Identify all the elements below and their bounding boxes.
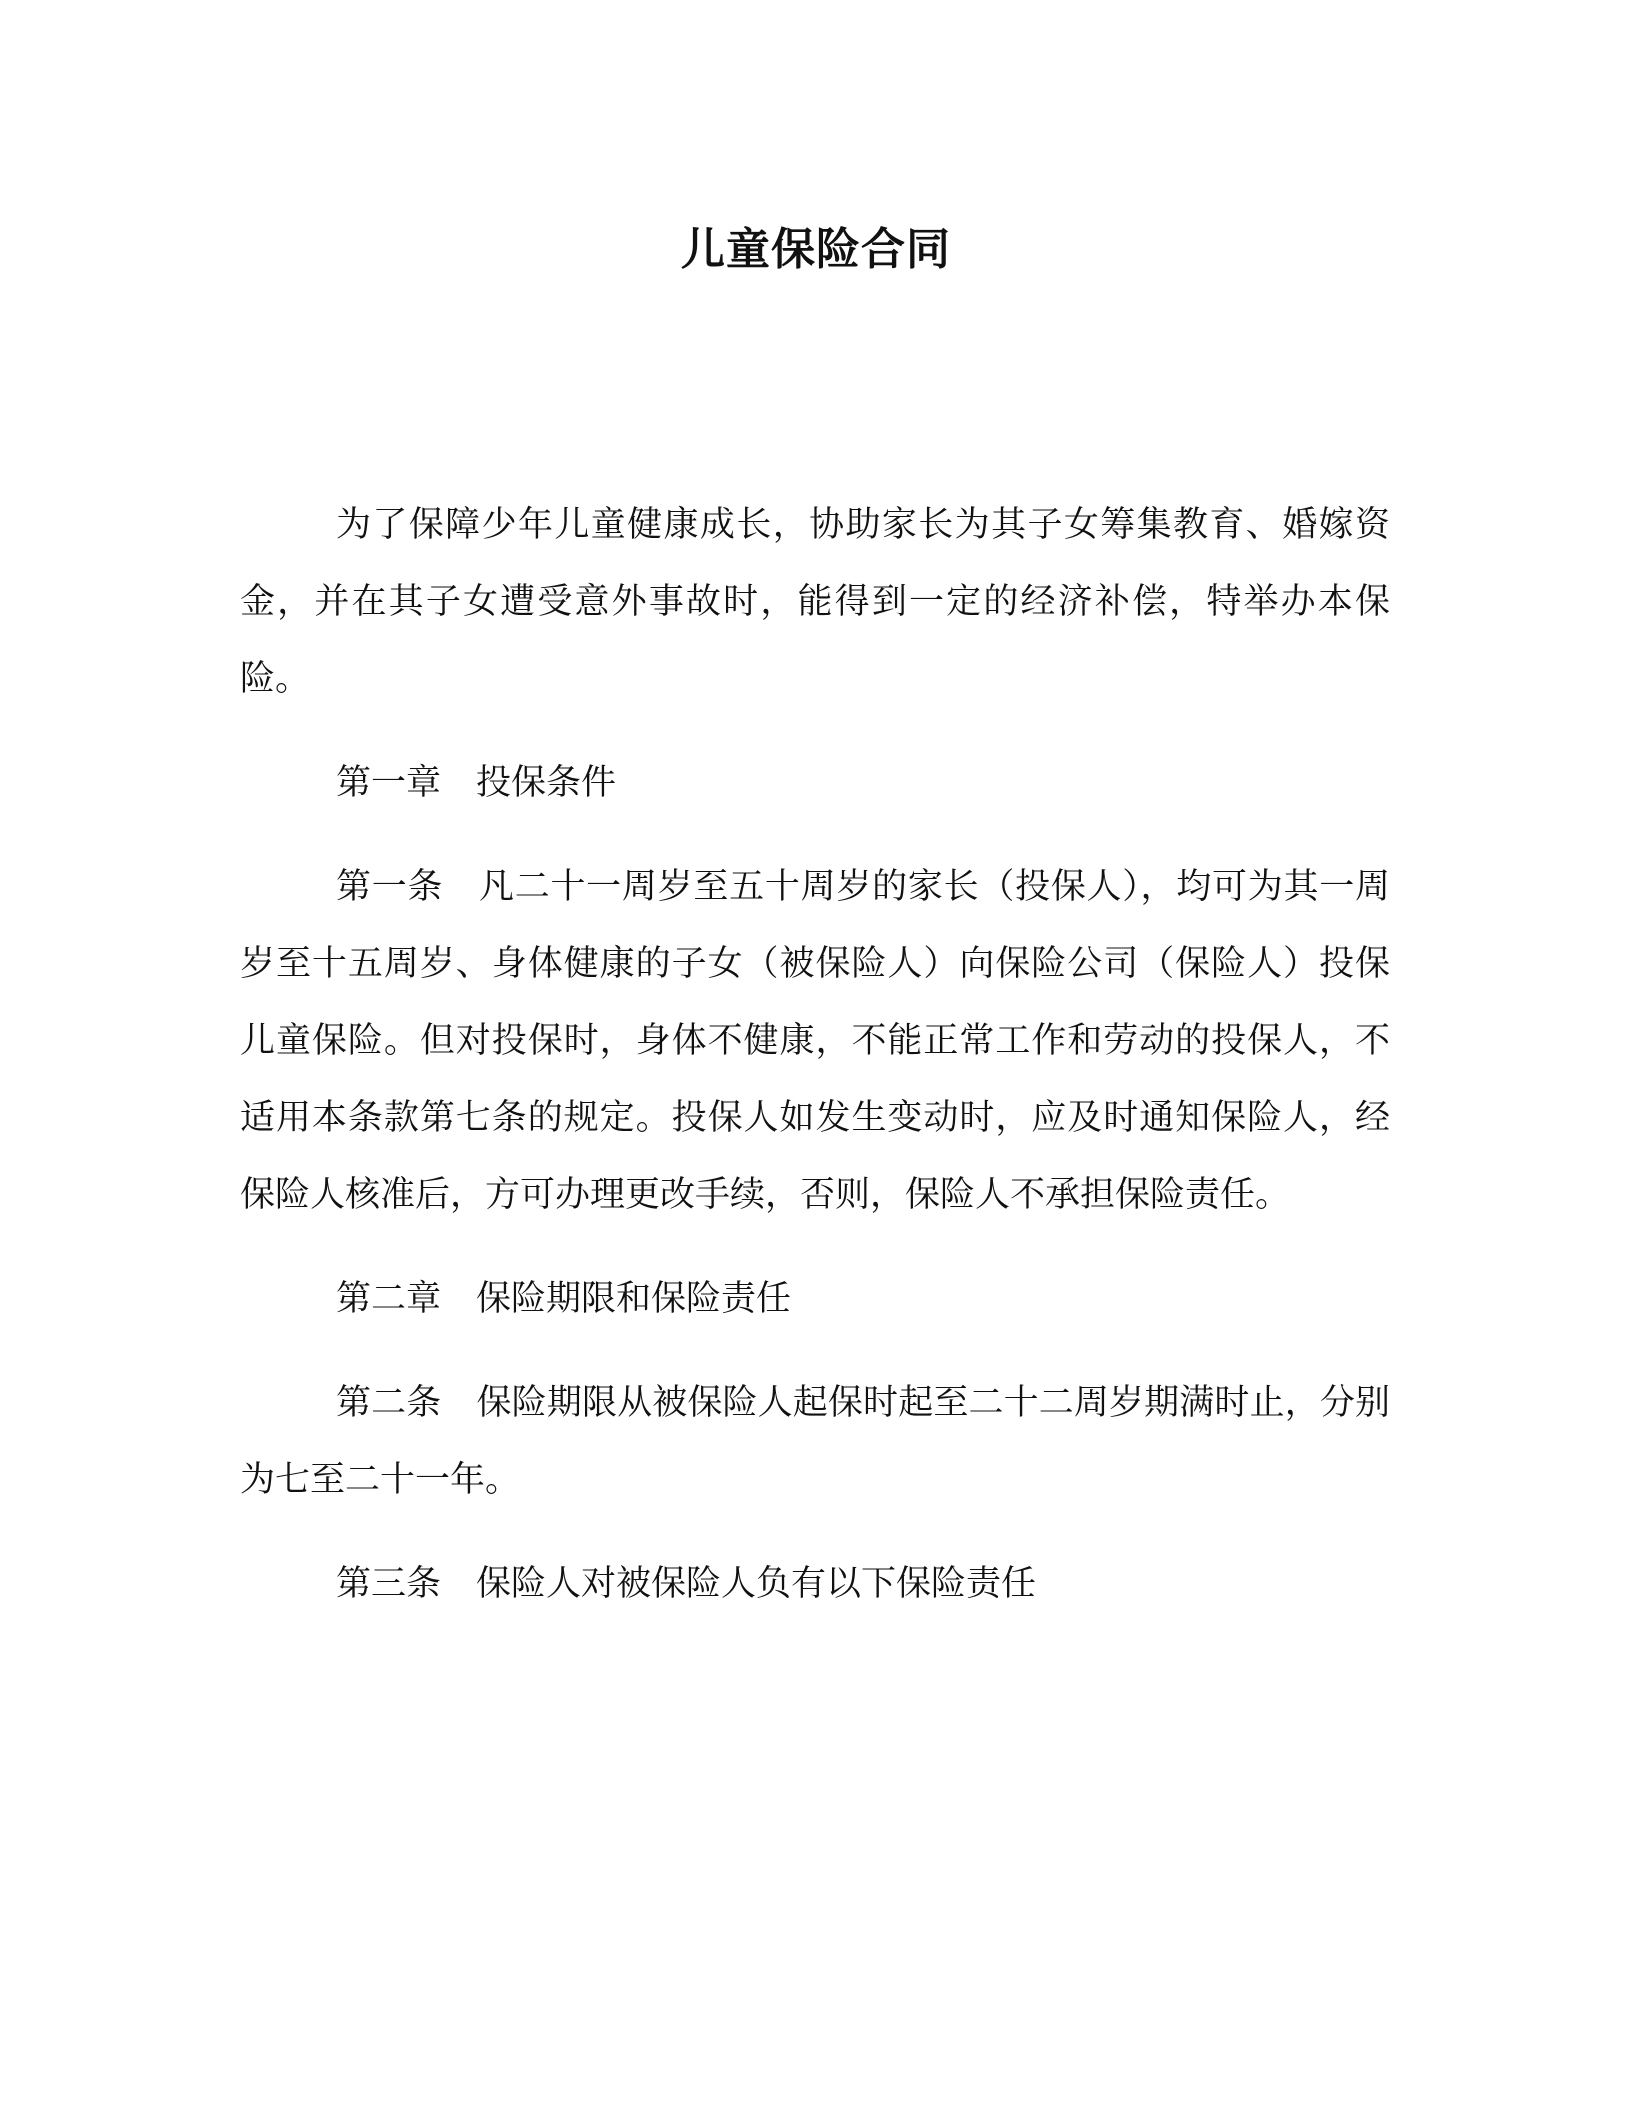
document-title: 儿童保险合同 bbox=[681, 224, 951, 275]
article-2-paragraph: 第二条 保险期限从被保险人起保时起至二十二周岁期满时止，分别为七至二十一年。 bbox=[240, 1383, 1390, 1500]
chapter-2-heading: 第二章 保险期限和保险责任 bbox=[336, 1279, 792, 1319]
document-body bbox=[240, 487, 1390, 1650]
article-1-paragraph: 第一条 凡二十一周岁至五十周岁的家长（投保人），均可为其一周岁至十五周岁、身体健康的子女（被保险人）向保险公司（保险人）投保儿童保险。但对投保时，身体不健康，不能正常工作和劳动的投保人，不适用本条款第七条的规定。投保人如发生变动时，应及时通知保险人，经保险人核准后，方可办理更改手续，否则，保险人不承担保险责任。 bbox=[240, 867, 1390, 1215]
article-3-paragraph: 第三条 保险人对被保险人负有以下保险责任 bbox=[336, 1564, 1037, 1604]
chapter-1-heading: 第一章 投保条件 bbox=[336, 763, 617, 803]
preamble-paragraph: 为了保障少年儿童健康成长，协助家长为其子女筹集教育、婚嫁资金，并在其子女遭受意外事故时，能得到一定的经济补偿，特举办本保险。 bbox=[240, 505, 1390, 699]
